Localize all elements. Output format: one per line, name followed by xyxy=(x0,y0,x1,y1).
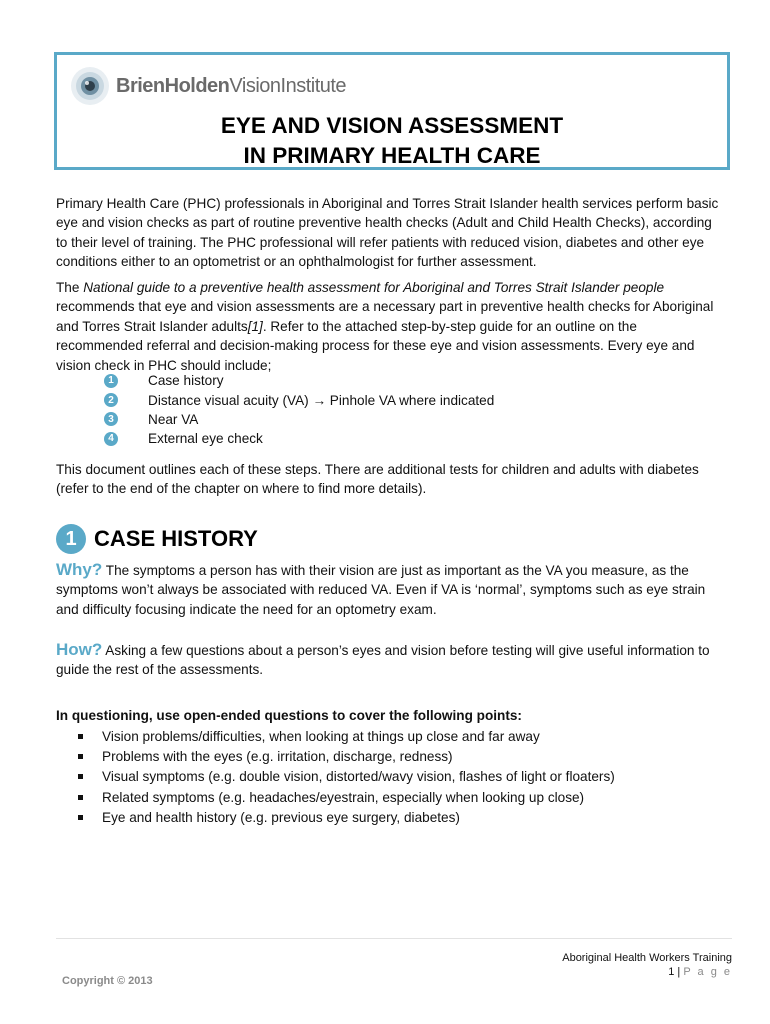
list-item: Problems with the eyes (e.g. irritation, discharge, redness) xyxy=(78,746,615,766)
intro-paragraph-2: The National guide to a preventive health assessment for Aboriginal and Torres Strait Islander people recommends that eye and vision assessments are a necessary part in preventive health checks for Aboriginal and Torres Strait Islander adults[1]. Refer to the attached step-by-step guide for an outline on the recommended referral and decision-making process for these eye and vision assessments. Every eye and vision check in PHC should include; xyxy=(56,280,714,373)
list-item: Vision problems/difficulties, when looking at things up close and far away xyxy=(78,726,615,746)
intro-paragraph-3: This document outlines each of these steps. There are additional tests for children and adults with diabetes (refer to the end of the chapter on where to find more details). xyxy=(56,462,699,497)
steps-list xyxy=(104,371,494,449)
intro-paragraph-1: Primary Health Care (PHC) professionals in Aboriginal and Torres Strait Islander health services perform basic eye and vision checks as part of routine preventive health checks (Adult and Child Health Checks), according to their level of training. The PHC professional will refer patients with reduced vision, diabetes and other eye conditions either to an optometrist or an ophthalmologist for further assessment. xyxy=(56,196,719,270)
list-item: Related symptoms (e.g. headaches/eyestrain, especially when looking up close) xyxy=(78,787,615,807)
bullet-icon xyxy=(78,795,83,800)
page-number: 1 | P a g e xyxy=(668,966,732,978)
list-item: 1 Case history xyxy=(104,371,494,390)
list-item: 2 Distance visual acuity (VA) → Pinhole VA where indicated xyxy=(104,390,494,409)
page-title: EYE AND VISION ASSESSMENT IN PRIMARY HEALTH CARE xyxy=(220,113,564,168)
bullet-icon xyxy=(78,774,83,779)
list-item: 3 Near VA xyxy=(104,410,494,429)
footer-divider xyxy=(56,938,732,939)
bullet-icon xyxy=(78,734,83,739)
list-item: Visual symptoms (e.g. double vision, distorted/wavy vision, flashes of light or floaters) xyxy=(78,767,615,787)
footer-info xyxy=(562,951,732,979)
copyright: Copyright © 2013 xyxy=(62,975,153,987)
list-item: Eye and health history (e.g. previous eye surgery, diabetes) xyxy=(78,808,615,828)
logo xyxy=(70,63,346,109)
why-label: Why? xyxy=(56,560,103,579)
logo-text: BrienHoldenVisionInstitute xyxy=(116,74,347,97)
bullet-icon xyxy=(78,815,83,820)
eye-logo-icon xyxy=(70,66,110,106)
why-paragraph: Why? The symptoms a person has with their vision are just as important as the VA you measure, as the symptoms won’t always be associated with reduced VA. Even if VA is ‘normal’, symptoms such as eye strain and difficulty focusing indicate the need for an optometry exam. xyxy=(56,560,706,617)
questioning-points xyxy=(78,726,615,828)
section-title: CASE HISTORY xyxy=(94,526,258,551)
footer-training: Aboriginal Health Workers Training xyxy=(562,952,732,964)
list-item: 4 External eye check xyxy=(104,429,494,448)
questioning-heading: In questioning, use open-ended questions to cover the following points: xyxy=(56,708,522,723)
section-number: 1 xyxy=(56,524,86,554)
bullet-icon xyxy=(78,754,83,759)
how-label: How? xyxy=(56,640,103,659)
header-box xyxy=(54,52,730,170)
section-heading xyxy=(56,524,258,554)
how-paragraph: How? Asking a few questions about a person’s eyes and vision before testing will give useful information to guide the rest of the assessments. xyxy=(56,640,710,678)
